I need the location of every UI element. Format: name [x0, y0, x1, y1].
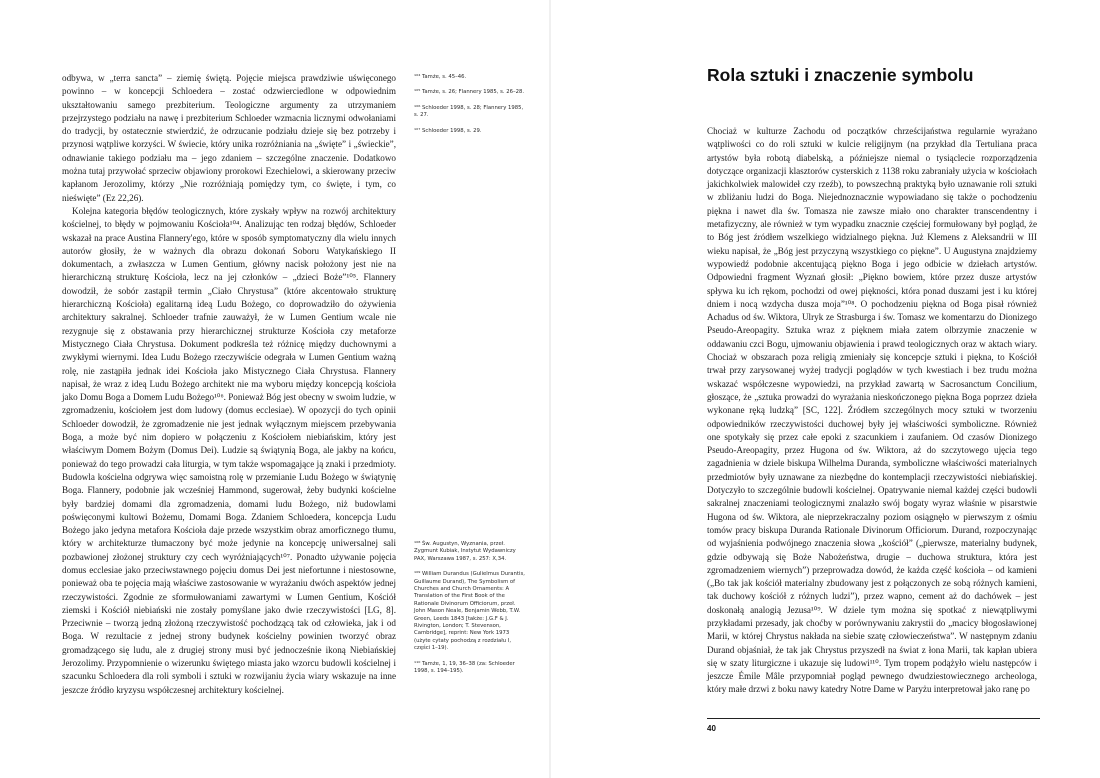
left-paragraph-2: Kolejna kategoria błędów teologicznych, które zyskały wpływ na rozwój architektury kościelnej, to błędy w pojmowaniu Kościoła¹⁰⁴. Analizując ten rodzaj błędów, Schloeder wskazał na prace Austina Flannery'ego, które w sposób symptomatyczny dla wielu innych autorów głosiły, że w ważnych dla obrazu dokonań Soboru Watykańskiego II dokumentach, a zwłaszcza w Lumen Gentium, główny nacisk położony jest nie na hierarchiczną strukturę Kościoła, lecz na jej członków – „dzieci Boże”¹⁰⁵. Flannery dowodził, że sobór zastąpił termin „Ciało Chrystusa” (które akcentowało strukturę hierarchiczną Kościoła) egalitarną ideą Ludu Bożego, co doprowadziło do ożywienia architektury sakralnej. Schloeder trafnie zauważył, że w Lumen Gentium wcale nie rezygnuje się z obstawania przy hierarchicznej strukturze Kościoła czy metaforze Mistycznego Ciała Chrystusa. Dokument podkreśla też różnicę między duchownymi a zwykłymi wiernymi. Idea Ludu Bożego rzeczywiście odegrała w Lumen Gentium ważną rolę, nie zastąpiła jednak idei Kościoła jako Mistycznego Ciała Chrystusa. Flannery napisał, że wraz z ideą Ludu Bożego architekt nie ma wyboru między koncepcją kościoła jako Domu Boga a Domem Ludu Bożego¹⁰⁶. Ponieważ Bóg jest obecny w swoim ludzie, w zgromadzeniu, kościołem jest dom ludowy (domus ecclesiae). W opozycji do tych opinii Schloeder dowodził, że zgromadzenie nie jest jednak wyłącznym miejscem przebywania Boga, a może być nim dopiero w połączeniu z Kościołem niebiańskim, który jest właściwym Domem Bożym (Domus Dei). Ludzie są świątynią Boga, ale jakby na końcu, ponieważ do tego prowadzi cała liturgia, w tym także wspomagające ją znaki i przedmioty. Budowla kościelna odgrywa więc samoistną rolę w przemianie Ludu Bożego w świątynię Boga. Flannery, podobnie jak wcześniej Hammond, sugerował, żeby budynki kościelne były bardziej domami dla zgromadzenia, domami ludu Bożego, niż budowlami poświęconymi kultowi Bożemu, Domami Boga. Zdaniem Schloedera, koncepcja Ludu Bożego jako jedyna metafora Kościoła daje przede wszystkim obraz amorficznego tłumu, który w architekturze tłumaczony być może jedynie na koncepcję uniwersalnej sali pozbawionej złożonej struktury czy cech wyróżniających¹⁰⁷. Ponadto używanie pojęcia domus ecclesiae jako przeciwstawnego pojęciu domus Dei jest niefortunne i niestosowne, ponieważ oba te pojęcia mają właściwe zastosowanie w wyrażaniu dwóch aspektów jednej rzeczywistości. Zgodnie ze sformułowaniami zawartymi w Lumen Gentium, Kościół ziemski i Kościół niebiański nie zostały pomyślane jako dwie rzeczywistości [LG, 8]. Przeciwnie – tworzą jedną złożoną rzeczywistość pochodzącą tak od człowieka, jak i od Boga. W rezultacie z jednej strony budynek kościelny powinien tworzyć obraz gromadzącego się ludu, ale z drugiej strony musi być jednocześnie ikoną Niebiańskiej Jerozolimy. Przypomnienie o wizerunku świętego miasta jako wzorcu budowli kościelnej i szacunku Schloedera dla roli symboli i sztuki w rozwijaniu życia wiary wskazuje na inne jeszcze źródło kryzysu współczesnej architektury kościelnej. — [62, 205, 396, 695]
footnote-109: ¹⁰⁹ William Durandus (Gulielmus Durantis, Guillaume Durand), The Symbolism of Churches and Church Ornaments: A Translation of the First Book of the Rationale Divinorum Officiorum, przeł. John Mason Neale, Benjamin Webb, T.W. Green, Leeds 1843 [także: J.G.F & J. Rivington, London; T. Stevenson, Cambridge], reprint: New York 1973 (użyte cytaty pochodzą z rozdziału I, części 1–19). — [414, 571, 525, 652]
footer-rule — [707, 718, 1040, 719]
footnote-105: ¹⁰⁵ Tamże, s. 26; Flannery 1985, s. 26–28. — [414, 89, 525, 96]
footnote-107: ¹⁰⁷ Schloeder 1998, s. 29. — [414, 127, 482, 134]
footnote-110: ¹¹⁰ Tamże, 1, 19, 36–38 (za: Schloeder 1998, s. 194–195). — [414, 660, 515, 675]
footnote-106: ¹⁰⁶ Schloeder 1998, s. 28; Flannery 1985, s. 27. — [414, 104, 524, 119]
right-page — [550, 0, 1100, 778]
footnotes-bottom — [414, 541, 526, 684]
page-number: 40 — [707, 724, 716, 733]
right-paragraph-1: Chociaż w kulturze Zachodu od początków chrześcijaństwa regularnie wyrażano wątpliwości co do roli sztuki w kulcie religijnym (na przykład dla Tertuliana praca artystów była robotą diabelską, a późniejsze niemal o tysiąclecie rozporządzenia dotyczące organizacji klasztorów cysterskich z 1138 roku zabraniały użycia w kościołach jakichkolwiek malowideł czy rzeźb), to powszechną praktyką było uznawanie roli sztuki w zbliżaniu ludzi do Boga. Niejednoznacznie wypowiadano się także o pochodzeniu piękna i nawet dla św. Tomasza nie zawsze miało ono charakter transcendentny i metafizyczny, ale również w tym wypadku znacznie częściej formułowany był pogląd, że to Bóg jest źródłem wszelkiego widzialnego piękna. Już Klemens z Aleksandrii w III wieku napisał, że „Bóg jest przyczyną wszystkiego co piękne”. U Augustyna znajdziemy wypowiedź podobnie akcentującą piękno Boga i jego odbicie w dziełach artystów. Odpowiedni fragment Wyznań głosił: „Piękno bowiem, które przez dusze artystów spływa ku ich rękom, pochodzi od owej piękności, która ponad duszami jest i ku której dniem i nocą wzdycha dusza moja”¹⁰⁸. O pochodzeniu piękna od Boga pisał również Achadus od św. Wiktora, Ulryk ze Strasburga i św. Tomasz we komentarzu do Dionizego Pseudo-Areopagity. Sztuka wraz z pięknem miała zatem olbrzymie znaczenie w oddawaniu czci Bogu, ujmowaniu objawienia i prawd teologicznych oraz w aktach wiary. Chociaż w obszarach poza religią zmieniały się koncepcje sztuki i piękna, to Kościół trwał przy zarysowanej wyżej tradycji poglądów w tych kwestiach i bez trudu można wskazać współczesne wypowiedzi, na przykład zawartą w Sacrosanctum Concilium, głoszące, że „sztuka prowadzi do wyrażania nieskończonego piękna Boga poprzez dzieła wykonane ręką ludzką” [SC, 122]. Źródłem szczególnych mocy sztuki w tworzeniu odpowiedników rzeczywistości duchowej były jej właściwości symboliczne. Również one spotykały się przez całe epoki z szacunkiem i zaufaniem. Od czasów Dionizego Pseudo-Areopagity, przez Hugona od św. Wiktora, aż do szczytowego ujęcia tego zagadnienia w dziele biskupa Wilhelma Duranda, symboliczne właściwości materialnych przedmiotów były uznawane za niezbędne do kontemplacji rzeczywistości niebiańskiej. Dotyczyło to szczególnie budowli kościelnej. Opatrywanie niemal każdej części budowli sakralnej znaczeniami teologicznymi znalazło swój bogaty wyraz właśnie w pisarstwie Hugona od św. Wiktora, ale nieprzekraczalny poziom osiągnęło w pierwszym z ośmiu tomów pracy biskupa Duranda Rationale Divinorum Officiorum. Durand, rozpoczynając od wyjaśnienia podwójnego znaczenia słowa „kościół” („pierwsze, materialny budynek, gdzie odbywają się Boże Nabożeństwa, drugie – duchowa struktura, która jest zgromadzeniem wiernych”) przeprowadza dowód, że każda część kościoła – od kamieni („Bo tak jak kościół materialny zbudowany jest z połączonych ze sobą różnych kamieni, tak duchowy kościół z różnych ludzi”), przez wapno, cement aż do dachówek – jest doskonałą analogią Jezusa¹⁰⁹. W dziele tym można się spotkać z niewątpliwymi przykładami przesady, jak choćby w porównywaniu zakrystii do „macicy błogosławionej Marii, w której Chrystus nakłada na siebie szatę człowieczeństwa”. W następnym zdaniu Durand objaśniał, że tak jak Chrystus przyszedł na świat z łona Marii, tak kapłan ubiera się w szaty liturgiczne i ukazuje się ludowi¹¹⁰. Tym tropem podążyło wielu następców i jeszcze Émile Mâle przypomniał pogląd pewnego dwudziestowiecznego archeologa, który małe drzwi z boku nawy katedry Notre Dame w Paryżu interpretował jako ranę po — [707, 126, 1037, 695]
footnote-104: ¹⁰⁴ Tamże, s. 45–46. — [414, 74, 467, 80]
section-heading: Rola sztuki i znaczenie symbolu — [707, 65, 974, 85]
left-paragraph-1: odbywa, w „terra sancta” – ziemię świętą. Pojęcie miejsca prawdziwie uświęconego powinno – w koncepcji Schloedera – zostać odzwierciedlone w odpowiednim ukształtowaniu samego prezbiterium. Teologiczne argumenty za utrzymaniem przejrzystego podziału na nawę i prezbiterium Schloeder wzmacnia licznymi odwołaniami do tradycji, by ostatecznie stwierdzić, że odrzucanie podziału dzieje się bez potrzeby i przynosi wątpliwe korzyści. W świecie, który unika rozróżniania na „święte” i „świeckie”, odnawianie takiego podziału ma – jego zdaniem – szczególne znaczenie. Dodatkowo można tutaj przywołać sprzeciw objawiony prorokowi Ezechielowi, a skierowany przeciw kapłanom Jerozolimy, którzy „Nie rozróżniają pomiędzy tym, co święte, i tym, co nieświęte” (Ez 22,26). — [62, 73, 396, 203]
left-main-text — [62, 72, 396, 697]
right-main-text — [707, 125, 1037, 697]
footnotes-top — [414, 74, 526, 143]
footnote-108: ¹⁰⁸ Św. Augustyn, Wyznania, przeł. Zygmunt Kubiak, Instytut Wydawniczy PAX, Warszawa 1987, s. 257: X,34. — [414, 541, 516, 562]
